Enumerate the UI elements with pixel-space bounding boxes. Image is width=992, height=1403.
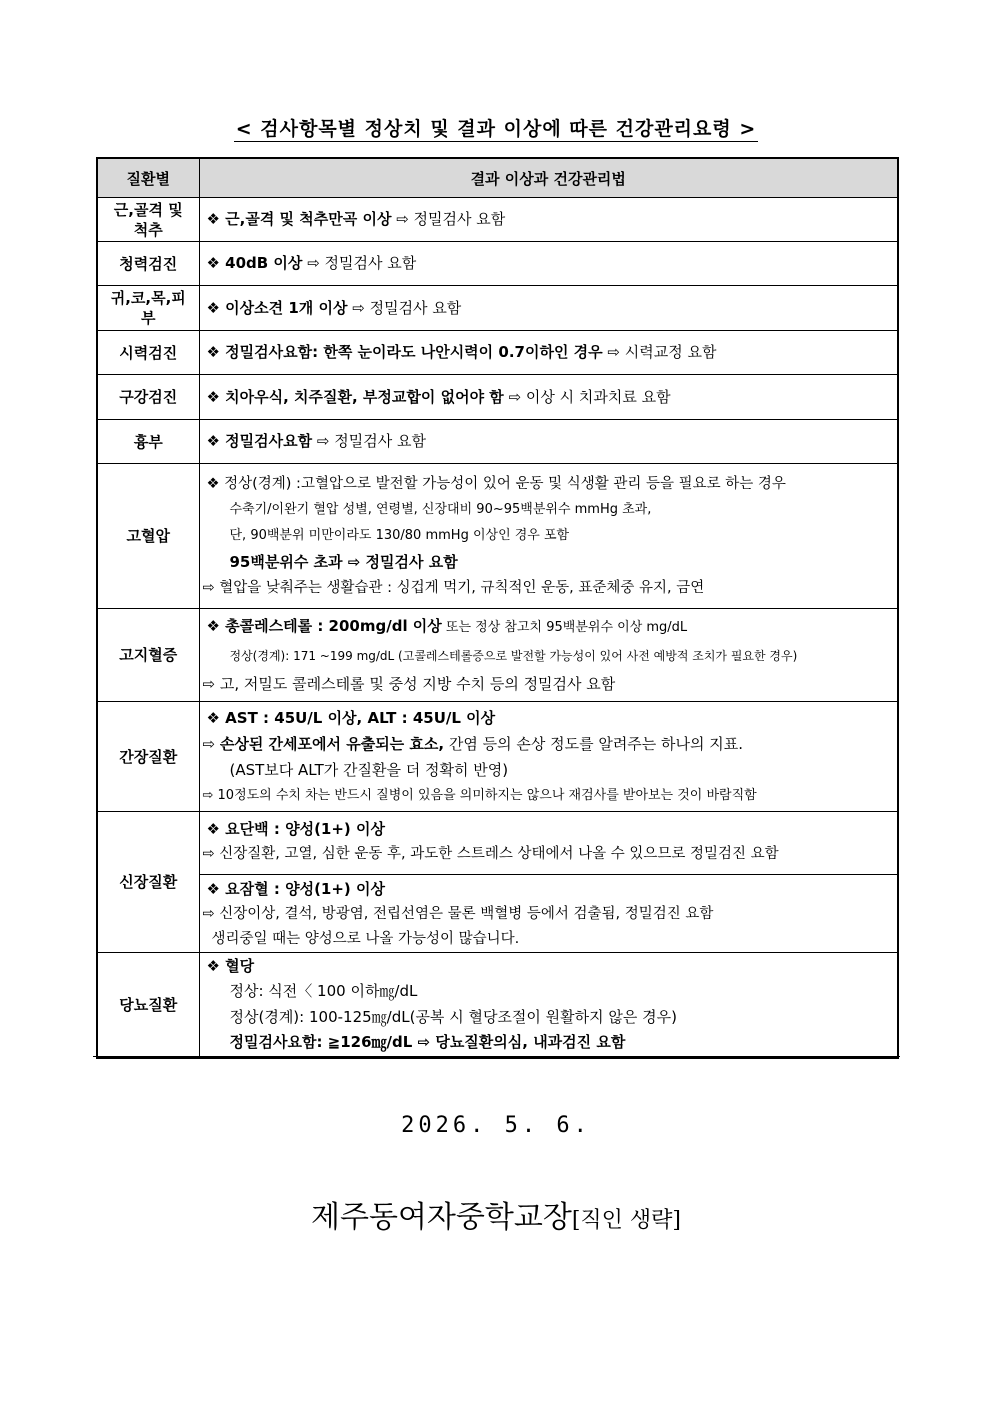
row-content: [199, 953, 898, 1058]
table-row: [97, 286, 898, 331]
liver-line-4: ⇨ 10정도의 수치 차는 반드시 질병이 있음을 의미하지는 않으나 재검사를 받아보는 것이 바람직함: [202, 787, 757, 803]
row-category: 당뇨질환: [97, 953, 199, 1058]
row-category: 시력검진: [97, 331, 199, 375]
row-category: 근,골격 및 척추: [97, 198, 199, 242]
table-row: [97, 953, 898, 1058]
kidney-line-5: 생리중일 때는 양성으로 나올 가능성이 많습니다.: [211, 931, 520, 947]
row-content: [199, 464, 898, 609]
cholesterol-line-2: 정상(경계): 171 ~199 mg/dL (고콜레스테롤증으로 발전할 가능성이 있어 사전 예방적 조치가 필요한 경우): [229, 649, 798, 663]
liver-line-3: (AST보다 ALT가 간질환을 더 정확히 반영): [229, 760, 509, 779]
table-row: [97, 331, 898, 375]
kidney-line-3: ❖ 요잠혈 : 양성(1+) 이상: [206, 880, 385, 898]
row-content: ❖ 정밀검사요함: 한쪽 눈이라도 나안시력이 0.7이하인 경우 ⇨ 시력교정 요함: [199, 331, 898, 375]
row-category: 고지혈증: [97, 609, 199, 702]
hypertension-line-3: 단, 90백분위 미만이라도 130/80 mmHg 이상인 경우 포함: [229, 528, 570, 543]
table-bottom-divider: [93, 1056, 900, 1057]
kidney-blood-block: [200, 874, 898, 952]
cholesterol-line-1: ❖ 총콜레스테롤 : 200mg/dl 이상 또는 정상 참고치 95백분위수 이상 mg/dL: [206, 617, 688, 635]
diabetes-line-4: 정밀검사요함: ≧126㎎/dL ⇨ 당뇨질환의심, 내과검진 요함: [229, 1033, 626, 1052]
cholesterol-line-3: ⇨ 고, 저밀도 콜레스테롤 및 중성 지방 수치 등의 정밀검사 요함: [202, 675, 616, 693]
row-category: 신장질환: [97, 812, 199, 953]
health-guide-table: [96, 157, 899, 1059]
table-row: [97, 420, 898, 464]
header-category: 질환별: [97, 158, 199, 198]
liver-line-1: ❖ AST : 45U/L 이상, ALT : 45U/L 이상: [206, 708, 496, 727]
hypertension-line-1: ❖ 정상(경계) :고혈압으로 발전할 가능성이 있어 운동 및 식생활 관리 등을 필요로 하는 경우: [206, 476, 786, 492]
row-content: ❖ 이상소견 1개 이상 ⇨ 정밀검사 요함: [199, 286, 898, 331]
row-content: ❖ 40dB 이상 ⇨ 정밀검사 요함: [199, 242, 898, 286]
row-category: 고혈압: [97, 464, 199, 609]
table-row: [97, 464, 898, 609]
hypertension-line-2: 수축기/이완기 혈압 성별, 연령별, 신장대비 90~95백분위수 mmHg 초과,: [229, 502, 652, 517]
table-row: [97, 242, 898, 286]
seal-omitted-note: [직인 생략]: [571, 1208, 681, 1233]
kidney-protein-block: [200, 812, 898, 874]
hypertension-line-4: 95백분위수 초과 ⇨ 정밀검사 요함: [229, 553, 458, 571]
row-category: 구강검진: [97, 375, 199, 420]
row-category: 귀,코,목,피부: [97, 286, 199, 331]
table-row: [97, 198, 898, 242]
row-content: ❖ 정밀검사요함 ⇨ 정밀검사 요함: [199, 420, 898, 464]
table-row: [97, 702, 898, 812]
table-header-row: [97, 158, 898, 198]
diabetes-line-3: 정상(경계): 100-125㎎/dL(공복 시 혈당조절이 원활하지 않은 경우): [229, 1007, 677, 1026]
row-content: [199, 609, 898, 702]
document-title: < 검사항목별 정상치 및 결과 이상에 따른 건강관리요령 >: [235, 118, 757, 140]
hypertension-line-5: ⇨ 혈압을 낮춰주는 생활습관 : 싱겁게 먹기, 규칙적인 운동, 표준체중 유지, 금연: [202, 580, 705, 596]
row-content: ❖ 근,골격 및 척추만곡 이상 ⇨ 정밀검사 요함: [199, 198, 898, 242]
kidney-line-2: ⇨ 신장질환, 고열, 심한 운동 후, 과도한 스트레스 상태에서 나올 수 있으므로 정밀검진 요함: [202, 846, 779, 862]
row-content: [199, 812, 898, 953]
header-guide: 결과 이상과 건강관리법: [199, 158, 898, 198]
diabetes-line-2: 정상: 식전〈 100 이하㎎/dL: [229, 982, 418, 1001]
row-category: 흉부: [97, 420, 199, 464]
row-category: 청력검진: [97, 242, 199, 286]
kidney-line-4: ⇨ 신장이상, 결석, 방광염, 전립선염은 물론 백혈병 등에서 검출됨, 정밀검진 요함: [202, 906, 714, 922]
table-row: [97, 609, 898, 702]
diabetes-line-1: ❖ 혈당: [206, 956, 255, 975]
kidney-line-1: ❖ 요단백 : 양성(1+) 이상: [206, 820, 385, 838]
row-content: ❖ 치아우식, 치주질환, 부정교합이 없어야 함 ⇨ 이상 시 치과치료 요함: [199, 375, 898, 420]
row-category: 간장질환: [97, 702, 199, 812]
row-content: [199, 702, 898, 812]
signer-name: 제주동여자중학교장: [311, 1200, 572, 1235]
table-row: [97, 375, 898, 420]
liver-line-2: ⇨ 손상된 간세포에서 유출되는 효소, 간염 등의 손상 정도를 알려주는 하나의 지표.: [202, 734, 744, 753]
signer-block: [0, 1192, 992, 1236]
table-row: [97, 812, 898, 953]
document-date: 2026. 5. 6.: [401, 1113, 591, 1138]
